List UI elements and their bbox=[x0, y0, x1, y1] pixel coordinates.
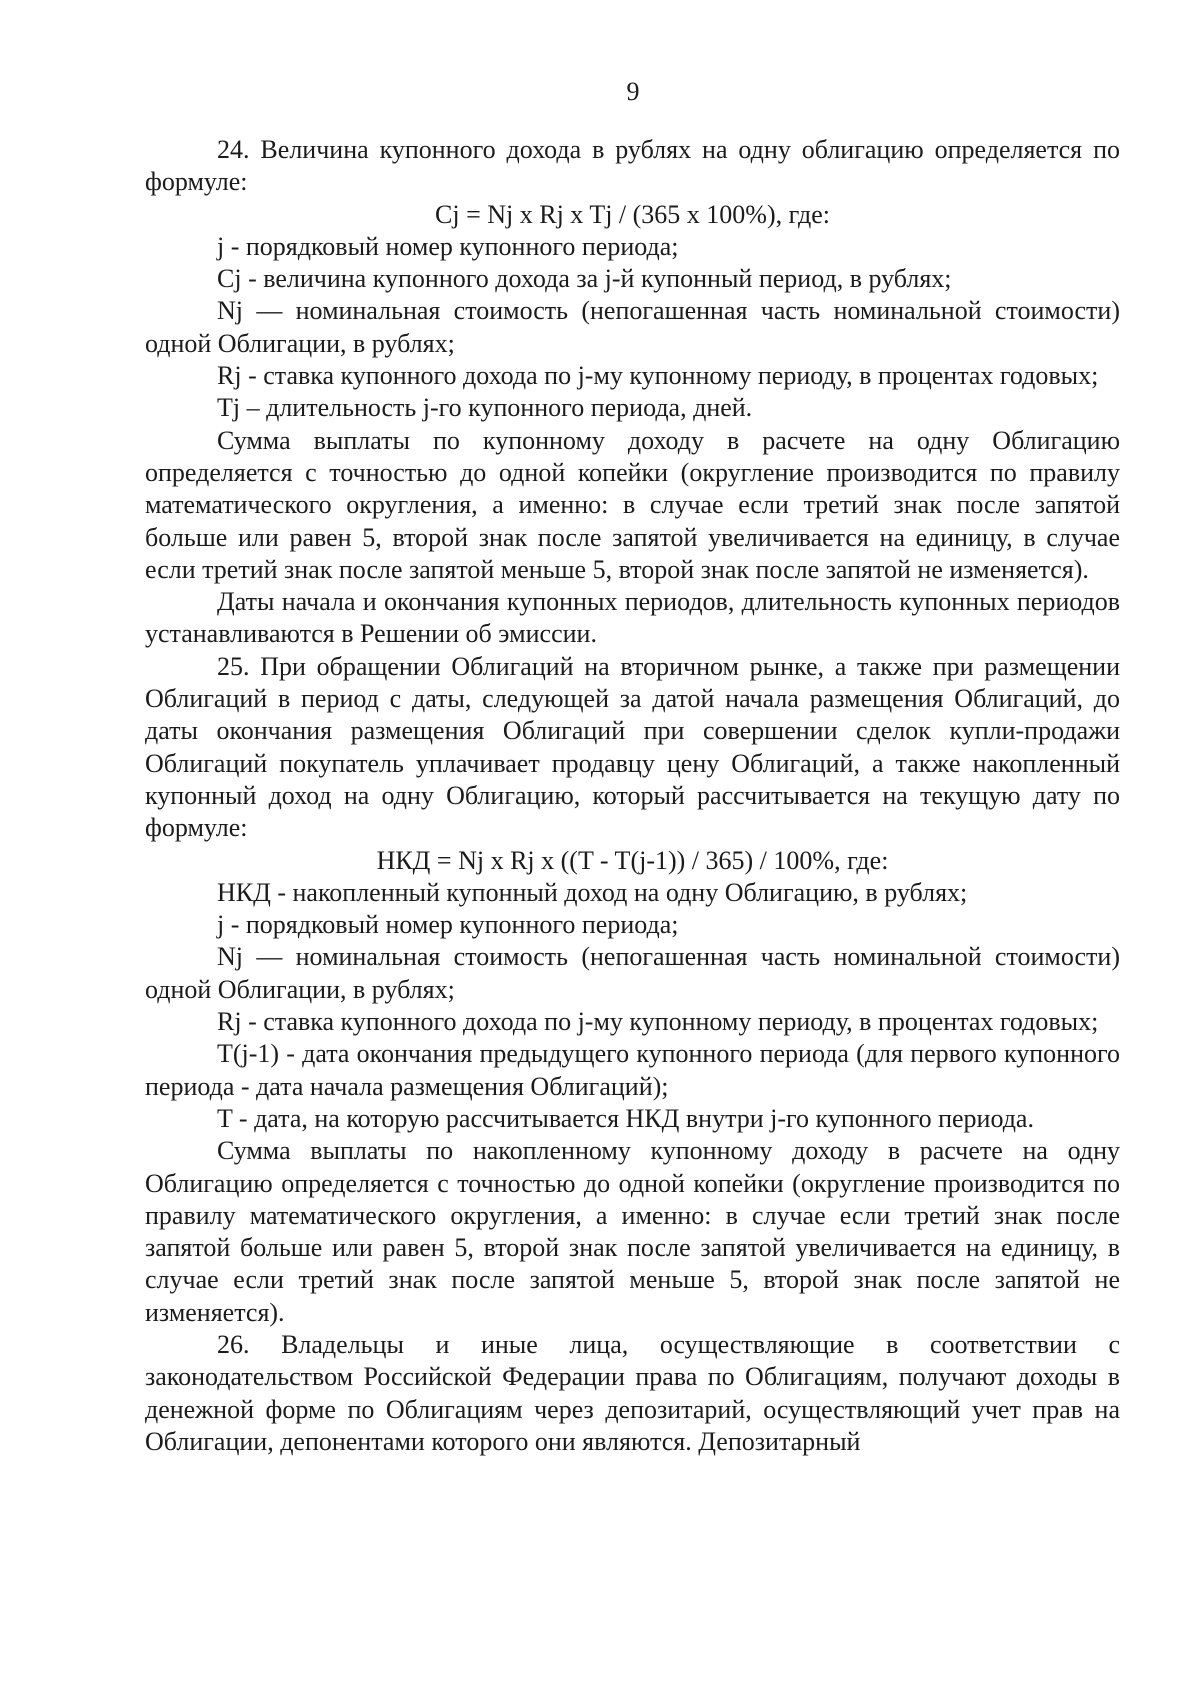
nkd-rounding-paragraph: Сумма выплаты по накопленному купонному доходу в расчете на одну Облигацию определяется с точностью до одной копейки (округление производится по правилу математического округления, а именно: в случае если третий знак после запятой больше или равен 5, второй знак после запятой увеличивается на единицу, в случае если третий знак после запятой меньше 5, второй знак после запятой не изменяется). bbox=[145, 1136, 1120, 1327]
definition-rj-2: Rj - ставка купонного дохода по j-му купонному периоду, в процентах годовых; bbox=[217, 1007, 1099, 1037]
definition-j: j - порядковый номер купонного периода; bbox=[217, 231, 679, 261]
paragraph-24-intro: 24. Величина купонного дохода в рублях на одну облигацию определяется по формуле: bbox=[145, 135, 1120, 197]
coupon-dates-paragraph: Даты начала и окончания купонных периодов, длительность купонных периодов устанавливаются в Решении об эмиссии. bbox=[145, 587, 1120, 649]
definition-tj: Tj – длительность j-го купонного периода, дней. bbox=[217, 393, 753, 423]
definition-nj-2: Nj — номинальная стоимость (непогашенная часть номинальной стоимости) одной Облигации, в рублях; bbox=[145, 942, 1120, 1004]
definition-j-2: j - порядковый номер купонного периода; bbox=[217, 910, 679, 940]
definition-cj: Cj - величина купонного дохода за j-й купонный период, в рублях; bbox=[217, 264, 952, 294]
definition-t: T - дата, на которую рассчитывается НКД внутри j-го купонного периода. bbox=[217, 1103, 1034, 1133]
coupon-rounding-paragraph: Сумма выплаты по купонному доходу в расчете на одну Облигацию определяется с точностью до одной копейки (округление производится по правилу математического округления, а именно: в случае если третий знак после запятой больше или равен 5, второй знак после запятой увеличивается на единицу, в случае если третий знак после запятой меньше 5, второй знак после запятой не изменяется). bbox=[145, 425, 1120, 584]
definition-nkd: НКД - накопленный купонный доход на одну Облигацию, в рублях; bbox=[217, 877, 968, 907]
definition-rj: Rj - ставка купонного дохода по j-му купонному периоду, в процентах годовых; bbox=[217, 361, 1099, 391]
page-number: 9 bbox=[626, 77, 640, 106]
nkd-formula: НКД = Nj x Rj x ((T - T(j-1)) / 365) / 100%, где: bbox=[376, 845, 889, 875]
document-body bbox=[145, 134, 1120, 1458]
paragraph-25-intro: 25. При обращении Облигаций на вторичном рынке, а также при размещении Облигаций в период с даты, следующей за датой начала размещения Облигаций, до даты окончания размещения Облигаций при совершении сделок купли-продажи Облигаций покупатель уплачивает продавцу цену Облигаций, а также накопленный купонный доход на одну Облигацию, который рассчитывается на текущую дату по формуле: bbox=[145, 651, 1120, 843]
definition-nj: Nj — номинальная стоимость (непогашенная часть номинальной стоимости) одной Облигации, в рублях; bbox=[145, 296, 1120, 358]
coupon-formula: Cj = Nj x Rj x Tj / (365 x 100%), где: bbox=[435, 199, 830, 229]
definition-t-prev: T(j-1) - дата окончания предыдущего купонного периода (для первого купонного периода - дата начала размещения Облигаций); bbox=[145, 1039, 1120, 1101]
paragraph-26: 26. Владельцы и иные лица, осуществляющие в соответствии с законодательством Российской Федерации права по Облигациям, получают доходы в денежной форме по Облигациям через депозитарий, осуществляющий учет прав на Облигации, депонентами которого они являются. Депозитарный bbox=[145, 1329, 1120, 1456]
